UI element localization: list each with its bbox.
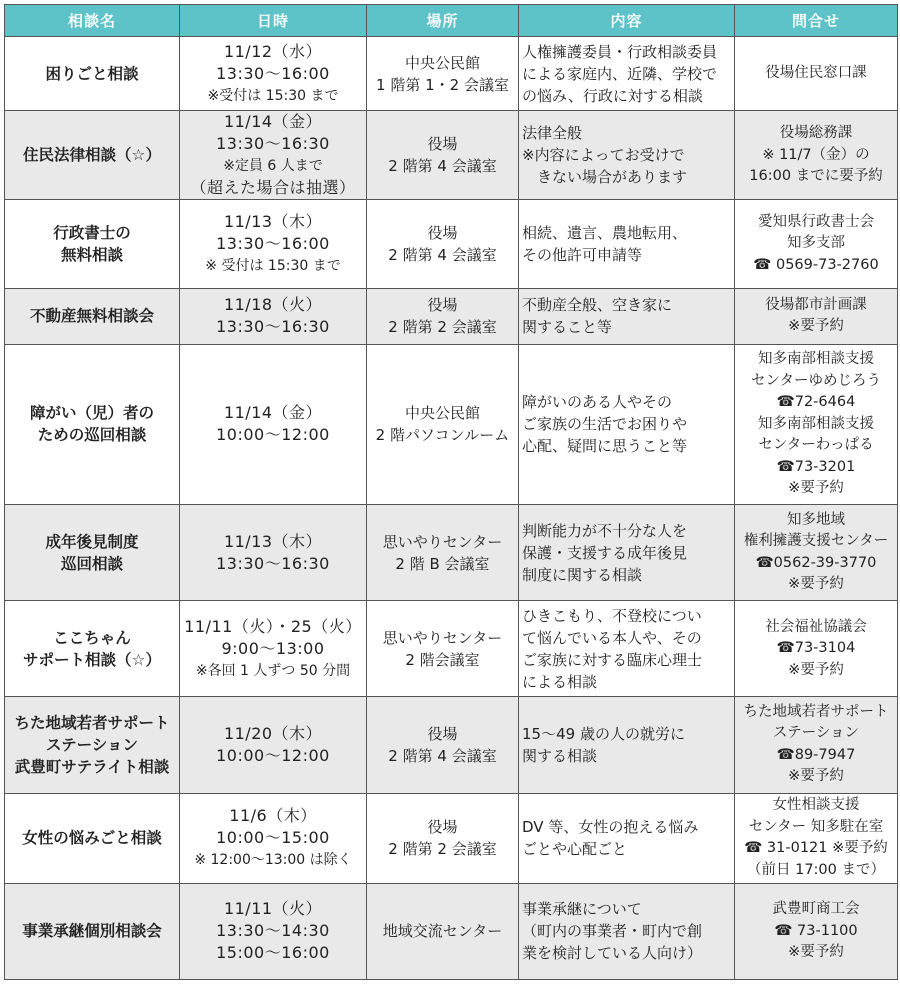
consultation-name-line: 成年後見制度 <box>45 532 139 551</box>
header-contact: 問合せ <box>735 5 898 37</box>
content-line: 心配、疑問に思うこと等 <box>522 437 688 456</box>
datetime-line: 11/20（木） <box>223 723 323 743</box>
content-cell <box>519 793 735 883</box>
consultation-name-line: ための巡回相談 <box>37 426 147 445</box>
place-line: 2 階 B 会議室 <box>395 554 490 573</box>
content-cell <box>519 111 735 200</box>
table-row <box>5 111 898 200</box>
place-cell <box>367 601 519 697</box>
content-line: 業を検討している人向け） <box>522 944 703 963</box>
contact-cell <box>735 288 898 344</box>
datetime-line: 11/12（水） <box>223 41 323 61</box>
place-cell <box>367 883 519 979</box>
table-header-row <box>5 5 898 37</box>
contact-line: 知多南部相談支援 <box>758 415 874 432</box>
consultation-name-cell <box>5 111 180 200</box>
datetime-cell <box>180 111 367 200</box>
place-line: 2 階パソコンルーム <box>375 426 510 445</box>
contact-cell <box>735 37 898 111</box>
datetime-cell <box>180 883 367 979</box>
content-cell <box>519 288 735 344</box>
content-line: （町内の事業者・町内で創 <box>522 922 703 941</box>
content-line: による相談 <box>522 672 598 691</box>
place-line: 役場 <box>427 296 458 315</box>
contact-cell <box>735 697 898 793</box>
place-line: 役場 <box>427 724 458 743</box>
datetime-cell <box>180 200 367 288</box>
contact-line: ※要予約 <box>788 768 844 785</box>
place-line: 役場 <box>427 135 458 154</box>
datetime-line: 11/14（金） <box>223 112 323 132</box>
contact-line: 知多支部 <box>787 235 845 252</box>
place-line: 役場 <box>427 223 458 242</box>
place-line: 思いやりセンター <box>382 628 503 647</box>
contact-line: ステーション <box>772 725 860 742</box>
contact-line: ☎73-3201 <box>776 458 856 475</box>
consultation-name-line: 武豊町サテライト相談 <box>14 757 170 776</box>
datetime-cell <box>180 504 367 600</box>
contact-cell <box>735 111 898 200</box>
consultation-name-cell <box>5 504 180 600</box>
contact-line: ☎72-6464 <box>776 394 856 411</box>
contact-cell <box>735 344 898 504</box>
contact-line: （前日 17:00 まで） <box>746 861 885 878</box>
datetime-line: 13:30～16:30 <box>216 317 330 337</box>
place-cell <box>367 288 519 344</box>
consultation-name-line: 障がい（児）者の <box>29 404 154 423</box>
consultation-name-line: 女性の悩みごと相談 <box>22 829 162 848</box>
content-cell <box>519 697 735 793</box>
place-cell <box>367 37 519 111</box>
datetime-line: 11/6（木） <box>229 806 317 826</box>
datetime-line: 10:00～12:00 <box>216 745 330 765</box>
consultation-name-line: 困りごと相談 <box>45 64 139 83</box>
contact-line: ☎73-3104 <box>776 640 856 656</box>
datetime-line: ※ 受付は 15:30 まで <box>205 257 341 274</box>
contact-line: 武豊町商工会 <box>772 901 860 918</box>
consultation-name-line: 事業承継個別相談会 <box>22 922 162 941</box>
datetime-line: （超えた場合は抽選） <box>190 178 356 198</box>
table-row <box>5 37 898 111</box>
content-line: 保護・支援する成年後見 <box>522 543 688 562</box>
consultation-table <box>4 4 898 980</box>
contact-line: ☎ 31-0121 ※要予約 <box>744 840 888 857</box>
header-content: 内容 <box>519 5 735 37</box>
contact-line: 愛知県行政書士会 <box>758 213 874 230</box>
content-line: の悩み、行政に対する相談 <box>522 86 703 105</box>
datetime-line: 13:30～16:00 <box>216 233 330 253</box>
place-cell <box>367 200 519 288</box>
place-cell <box>367 697 519 793</box>
content-cell <box>519 344 735 504</box>
content-line: 事業承継について <box>522 900 642 919</box>
datetime-cell <box>180 344 367 504</box>
datetime-cell <box>180 288 367 344</box>
consultation-name-cell <box>5 793 180 883</box>
contact-line: ちた地域若者サポート <box>743 703 889 720</box>
contact-line: センター 知多駐在室 <box>748 818 884 835</box>
content-line: ※内容によってお受けで <box>522 146 685 165</box>
datetime-line: ※各回 1 人ずつ 50 分間 <box>195 662 351 679</box>
content-line: きない場合があります <box>522 168 688 187</box>
contact-line: 女性相談支援 <box>772 797 860 814</box>
content-line: ごとや心配ごと <box>522 840 628 859</box>
contact-line: 16:00 までに要予約 <box>749 168 883 184</box>
contact-line: ※要予約 <box>788 944 844 961</box>
datetime-cell <box>180 793 367 883</box>
contact-line: 知多地域 <box>787 511 845 528</box>
contact-line: ☎0562-39-3770 <box>755 554 877 571</box>
contact-cell <box>735 793 898 883</box>
datetime-line: ※受付は 15:30 まで <box>207 87 339 104</box>
consultation-name-cell <box>5 883 180 979</box>
consultation-name-line: ちた地域若者サポート <box>14 713 170 732</box>
consultation-name-line: 行政書士の <box>53 223 131 242</box>
table-row <box>5 793 898 883</box>
header-datetime: 日時 <box>180 5 367 37</box>
table-row <box>5 883 898 979</box>
datetime-cell <box>180 697 367 793</box>
content-cell <box>519 601 735 697</box>
datetime-line: 15:00～16:00 <box>216 943 330 963</box>
contact-line: ※要予約 <box>788 661 844 678</box>
datetime-line: 13:30～14:30 <box>216 921 330 941</box>
content-line: て悩んでいる本人や、その <box>522 628 702 647</box>
datetime-cell <box>180 37 367 111</box>
consultation-name-cell <box>5 200 180 288</box>
content-line: DV 等、女性の抱える悩み <box>522 818 699 837</box>
content-line: 人権擁護委員・行政相談委員 <box>522 42 718 61</box>
contact-line: センターゆめじろう <box>751 372 881 389</box>
consultation-name-cell <box>5 697 180 793</box>
place-cell <box>367 344 519 504</box>
content-line: 不動産全般、空き家に <box>522 296 673 315</box>
datetime-line: 9:00～13:00 <box>221 638 325 658</box>
datetime-line: 11/11（火） <box>223 899 323 919</box>
place-line: 2 階第 4 会議室 <box>388 245 497 264</box>
datetime-line: 11/14（金） <box>223 403 323 423</box>
content-line: 障がいのある人やその <box>522 393 673 412</box>
place-line: 中央公民館 <box>404 53 480 72</box>
content-line: 関する相談 <box>522 746 598 765</box>
contact-line: 知多南部相談支援 <box>758 351 874 368</box>
consultation-name-cell <box>5 288 180 344</box>
datetime-line: 10:00～12:00 <box>216 425 330 445</box>
contact-line: ※ 11/7（金）の <box>762 146 870 163</box>
datetime-line: ※定員 6 人まで <box>223 158 323 175</box>
place-line: 2 階第 2 会議室 <box>388 840 497 859</box>
consultation-name-line: 不動産無料相談会 <box>29 307 154 326</box>
contact-line: ※要予約 <box>788 576 844 593</box>
contact-line: 役場住民窓口課 <box>765 64 867 81</box>
contact-line: 権利擁護支援センター <box>743 533 889 550</box>
contact-line: ※要予約 <box>788 318 844 335</box>
content-line: 制度に関する相談 <box>522 565 643 584</box>
consultation-name-line: ステーション <box>45 735 139 754</box>
place-line: 地域交流センター <box>382 922 503 941</box>
table-row <box>5 344 898 504</box>
datetime-line: 13:30～16:30 <box>216 553 330 573</box>
contact-line: ☎ 73-1100 <box>774 922 858 939</box>
place-cell <box>367 111 519 200</box>
place-line: 1 階第 1・2 会議室 <box>376 75 509 94</box>
place-line: 2 階会議室 <box>405 650 480 669</box>
table-row <box>5 504 898 600</box>
place-line: 役場 <box>427 818 458 837</box>
place-cell <box>367 793 519 883</box>
consultation-name-line: 住民法律相談（☆） <box>23 146 161 165</box>
content-line: 判断能力が不十分な人を <box>522 521 688 540</box>
content-line: その他許可申請等 <box>522 245 643 264</box>
contact-line: ☎ 0569-73-2760 <box>753 256 879 273</box>
datetime-line: 13:30～16:30 <box>216 134 330 154</box>
consultation-name-line: 巡回相談 <box>60 554 123 573</box>
place-cell <box>367 504 519 600</box>
consultation-name-cell <box>5 601 180 697</box>
place-line: 2 階第 4 会議室 <box>388 746 497 765</box>
content-line: ご家族の生活でお困りや <box>522 415 688 434</box>
table-row <box>5 697 898 793</box>
contact-line: 役場都市計画課 <box>765 296 867 313</box>
header-consultation-name: 相談名 <box>5 5 180 37</box>
consultation-name-line: 無料相談 <box>60 245 123 264</box>
content-cell <box>519 504 735 600</box>
contact-cell <box>735 883 898 979</box>
datetime-line: 11/18（火） <box>223 295 323 315</box>
place-line: 2 階第 4 会議室 <box>388 157 497 176</box>
contact-cell <box>735 601 898 697</box>
table-row <box>5 288 898 344</box>
datetime-line: ※ 12:00～13:00 は除く <box>194 852 352 869</box>
contact-cell <box>735 504 898 600</box>
datetime-line: 11/13（木） <box>223 211 323 231</box>
datetime-line: 10:00～15:00 <box>216 828 330 848</box>
content-cell <box>519 883 735 979</box>
content-line: 法律全般 <box>522 124 583 143</box>
table-row <box>5 601 898 697</box>
consultation-name-line: ここちゃん <box>53 628 131 647</box>
place-line: 中央公民館 <box>404 404 480 423</box>
consultation-name-cell <box>5 344 180 504</box>
contact-line: センターわっぱる <box>758 437 874 454</box>
content-line: による家庭内、近隣、学校で <box>522 64 718 83</box>
contact-line: 社会福祉協議会 <box>765 618 867 635</box>
datetime-line: 13:30～16:00 <box>216 63 330 83</box>
consultation-name-cell <box>5 37 180 111</box>
contact-cell <box>735 200 898 288</box>
place-line: 2 階第 2 会議室 <box>388 318 497 337</box>
content-line: ひきこもり、不登校につい <box>522 606 702 625</box>
content-cell <box>519 200 735 288</box>
datetime-cell <box>180 601 367 697</box>
content-line: 関すること等 <box>522 318 613 337</box>
header-place: 場所 <box>367 5 519 37</box>
content-line: ご家族に対する臨床心理士 <box>522 650 703 669</box>
content-line: 相続、遺言、農地転用、 <box>522 223 688 242</box>
contact-line: 役場総務課 <box>779 125 853 141</box>
contact-line: ☎89-7947 <box>776 746 856 763</box>
place-line: 思いやりセンター <box>382 532 503 551</box>
content-cell <box>519 37 735 111</box>
consultation-name-line: サポート相談（☆） <box>23 650 161 669</box>
content-line: 15～49 歳の人の就労に <box>522 724 685 743</box>
contact-line: ※要予約 <box>788 480 844 497</box>
table-row <box>5 200 898 288</box>
datetime-line: 11/11（火）・25（火） <box>184 616 362 636</box>
datetime-line: 11/13（木） <box>223 531 323 551</box>
